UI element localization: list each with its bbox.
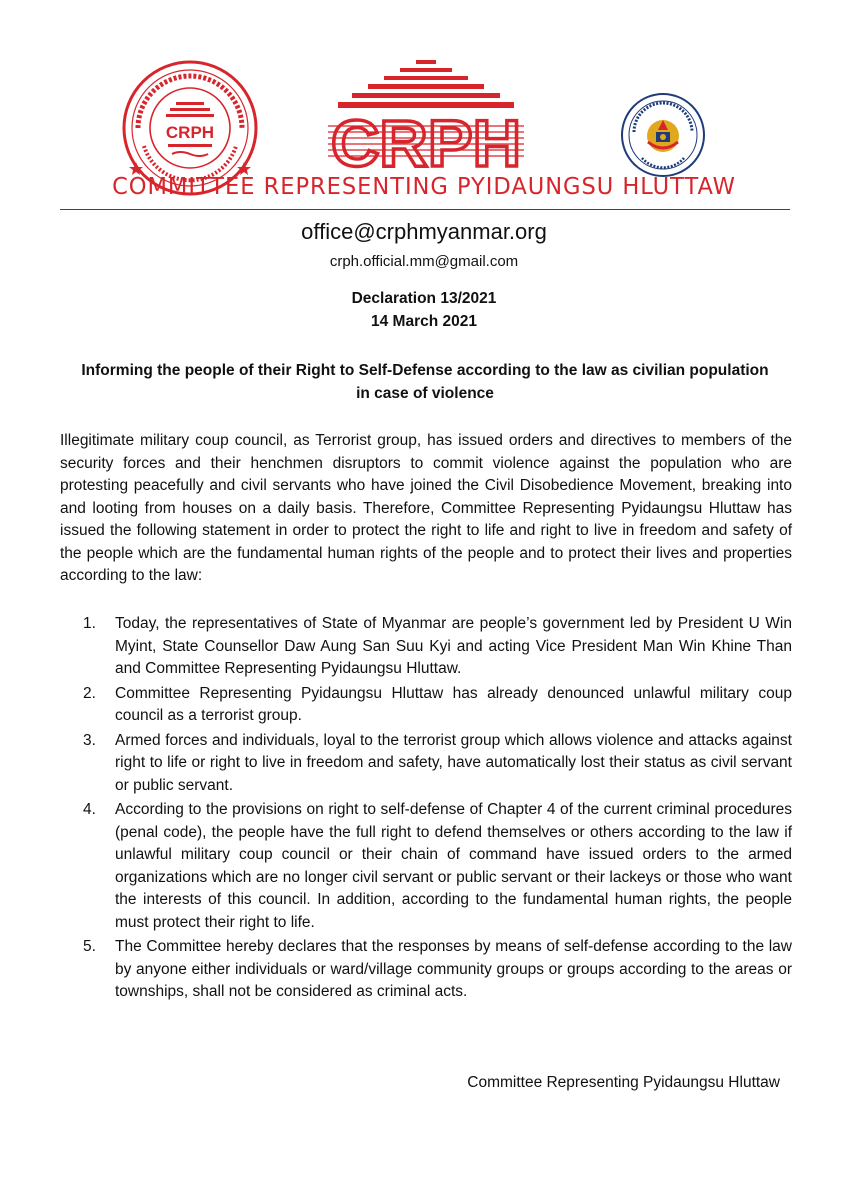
subject-title: Informing the people of their Right to Self-Defense according to the law as civilian population in case of violence [81,362,769,402]
point-number: 2. [83,684,96,702]
gmail-email: crph.official.mm@gmail.com [329,253,519,270]
point-text: Committee Representing Pyidaungsu Hluttaw has already denounced unlawful military coup council as a terrorist group. [115,684,792,724]
crph-hluttaw-logo-icon [326,60,526,172]
list-item [60,936,792,1004]
center-logo-text: CRPH [331,106,521,172]
signature-line: Committee Representing Pyidaungsu Hluttaw [467,1074,780,1091]
list-item [60,613,792,681]
intro-paragraph: Illegitimate military coup council, as Terrorist group, has issued orders and directives to members of the security forces and their henchmen disruptors to commit violence against the population who are protesting peacefully and civil servants who have joined the Civil Disobedience Movement, breaking into and looting from houses on a daily basis. Therefore, Committee Representing Pyidaungsu Hluttaw has issued the following statement in order to protect the right to life and right to live in freedom and safety of the people which are the fundamental human rights of the people and to protect their lives and properties according to the law: [60,432,792,584]
point-number: 5. [83,938,96,955]
state-emblem-seal-icon [620,92,706,178]
header-divider [60,209,790,210]
declaration-heading [0,287,848,333]
declaration-number: Declaration 13/2021 [351,290,497,307]
declaration-date: 14 March 2021 [371,313,477,330]
point-text: According to the provisions on right to self-defense of Chapter 4 of the current criminal procedures (penal code), the people have the full right to defend themselves or others according to the law if unlawful military coup council or their chain of command have issued orders to the armed organizations which are no longer civil servant or public servant or their lackeys or those who want the interests of this council. In addition, according to the fundamental human rights, the people must protect their right to life. [115,801,792,931]
list-item [60,683,792,728]
point-number: 4. [83,801,96,818]
point-text: The Committee hereby declares that the responses by means of self-defense according to the law by anyone either individuals or ward/village community groups or groups according to the areas or townships, shall not be considered as criminal acts. [115,938,792,1000]
point-text: Today, the representatives of State of Myanmar are people’s government led by President U Win Myint, State Counsellor Daw Aung San Suu Kyi and acting Vice President Man Win Khine Than and Committee Representing Pyidaungsu Hluttaw. [115,615,792,677]
point-number: 3. [83,731,96,749]
numbered-points [60,613,792,1006]
organization-name: COMMITTEE REPRESENTING PYIDAUNGSU HLUTTAW [112,172,736,200]
left-logo-text: CRPH [165,123,215,142]
list-item [60,799,792,934]
point-text: Armed forces and individuals, loyal to the terrorist group which allows violence and attacks against right to life or right to live in freedom and safety, have automatically lost their status as civil servant or public servant. [115,731,792,794]
office-email: office@crphmyanmar.org [301,219,547,244]
point-number: 1. [83,615,96,632]
list-item [60,730,792,798]
